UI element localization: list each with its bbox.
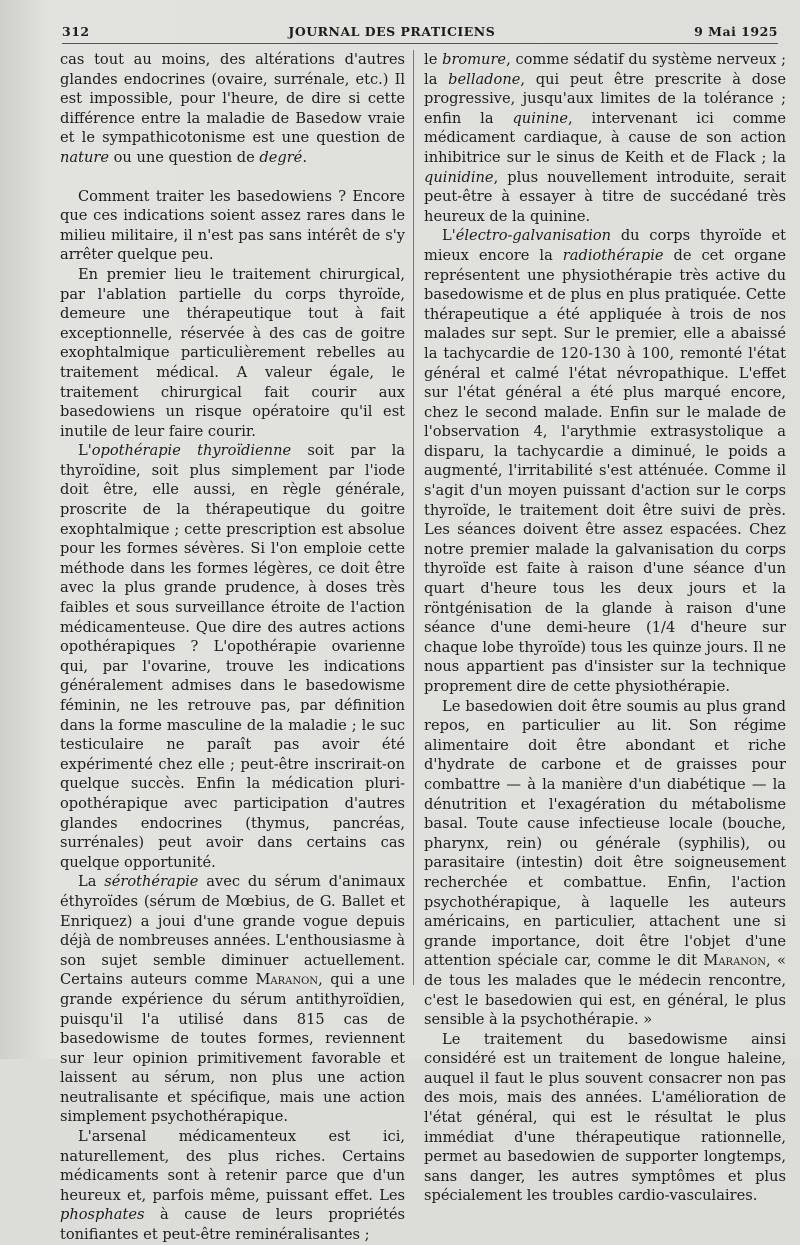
italic-term: opothérapie thyroïdienne — [91, 442, 292, 460]
text-run: La — [78, 873, 105, 891]
text-columns — [60, 50, 786, 1244]
issue-date: 9 Mai 1925 — [694, 24, 778, 39]
text-run: Le basedowien doit être soumis au plus grand repos, en particulier au lit. Son régime alimentaire doit être abondant et riche d'hydrate de carbone et de graisses pour combattre — à la manière d'un diabétique — la dénutrition et l'exagération du métabolisme basal. Toute cause infectieuse locale (bouche, pharynx, rein) ou générale (syphilis), ou parasitaire (intestin) doit être soigneusement recherchée et combattue. Enfin, l'action psychothérapique, à laquelle les auteurs américains, en particulier, attachent une si grande importance, doit être l'objet d'une attention spéciale car, comme le dit — [424, 697, 786, 970]
paragraph — [424, 226, 786, 696]
text-run: , intervenant ici comme médicament cardiaque, à cause de son action inhibitrice sur le sinus de Keith et de Flack ; la — [424, 109, 786, 166]
text-run: soit par la thyroïdine, soit plus simplement par l'iode doit être, elle aussi, en règle générale, proscrite de la thérapeutique du goitre exophtalmique ; cette prescription est absolue pour les formes sévères. Si l'on emploie cette méthode dans les formes légères, ce doit être avec la plus grande prudence, à doses très faibles et sous surveillance étroite de l'action médicamenteuse. Que dire des autres actions opothérapiques ? L'opothérapie ovarienne qui, par l'ovarine, trouve les indications généralement admises dans le basedowisme féminin, ne les retrouve pas, par définition dans la forme masculine de la maladie ; le suc testiculaire ne paraît pas avoir été expérimenté chez elle ; peut-être inscrirait-on quelque succès. Enfin la médication pluri-opothérapique avec participation d'autres glandes endocrines (thymus, pancréas, surrénales) peut avoir dans certains cas quelque opportunité. — [60, 442, 406, 871]
italic-term: bromure — [442, 51, 507, 68]
paragraph — [424, 1030, 786, 1206]
paragraph — [60, 50, 405, 168]
author-name: Maranon — [703, 952, 766, 970]
text-run: L'arsenal médicamenteux est ici, naturellement, des plus riches. Certains médicaments sont à retenir parce que d'un heureux et, parfois même, puissant effet. Les — [60, 1128, 406, 1204]
text-run: avec du sérum d'animaux éthyroïdes (sérum de Mœbius, de G. Ballet et Enriquez) a joui d'une grande vogue depuis déjà de nombreuses années. L'enthousiasme à son sujet semble diminuer actuellement. Certains auteurs comme — [60, 873, 406, 989]
italic-term: degré — [259, 148, 303, 166]
text-run: , comme sédatif du système nerveux ; la — [424, 51, 786, 88]
italic-term: radiothérapie — [562, 246, 664, 264]
text-run: , plus nouvellement introduite, serait peut-être à essayer à titre de succédané très heureux de la quinine. — [424, 168, 786, 225]
text-run: , « de tous les malades que le médecin rencontre, c'est le basedowien qui est, en général, le plus sensible à la psychothérapie. » — [424, 952, 786, 1029]
paragraph — [60, 872, 405, 1127]
italic-term: phosphates — [60, 1206, 145, 1224]
paragraph — [424, 697, 786, 1030]
author-name: Maranon — [255, 971, 319, 989]
paragraph — [60, 187, 405, 265]
text-run: ou une question de — [108, 148, 260, 166]
text-run: le — [424, 51, 443, 68]
italic-term: belladone — [448, 70, 521, 88]
italic-term: électro-galvanisation — [455, 227, 612, 245]
text-run: L' — [442, 227, 456, 245]
italic-term: quinidine — [424, 168, 494, 186]
running-header — [62, 24, 778, 44]
italic-term: nature — [60, 148, 109, 166]
left-column — [60, 50, 413, 1244]
journal-title: JOURNAL DES PRATICIENS — [288, 24, 496, 39]
text-run: L' — [78, 442, 92, 460]
text-run: . — [302, 148, 307, 166]
paragraph — [60, 441, 405, 872]
paragraph — [60, 1127, 405, 1245]
text-run: Le traitement du basedowisme ainsi considéré est un traitement de longue haleine, auquel il faut le plus souvent consacrer non pas des mois, mais des années. L'amélioration de l'état général, qui est le résultat le plus immédiat d'une thérapeutique rationnelle, permet au basedowien de supporter longtemps, sans danger, les autres symptômes et plus spécialement les troubles cardio-vasculaires. — [424, 1030, 786, 1205]
text-run: , qui a une grande expérience du sérum antithyroïdien, puisqu'il l'a utilisé dans 815 cas de basedowisme de toutes formes, reviennent sur leur opinion primitivement favorable et laissent au sérum, non plus une action neutralisante et spécifique, mais une action simplement psychothérapique. — [60, 971, 406, 1126]
paragraph — [424, 50, 786, 226]
right-column — [413, 50, 786, 1205]
italic-term: quinine — [512, 109, 568, 127]
text-run: de cet organe représentent une physiothérapie très active du basedowisme et de plus en plus pratiquée. Cette thérapeutique a été appliquée à trois de nos malades sur sept. Sur le premier, elle a abaissé la tachycardie de 120-130 à 100, remonté l'état général et calmé l'état névropathique. L'effet sur l'état général a été plus marqué encore, chez le second malade. Enfin sur le malade de l'observation 4, l'arythmie extrasystolique a disparu, la tachycardie a diminué, le poids a augmenté, l'irritabilité s'est atténuée. Comme il s'agit d'un moyen puissant d'action sur le corps thyroïde, le traitement doit être suivi de près. Les séances doivent être assez espacées. Chez notre premier malade la galvanisation du corps thyroïde est faite à raison d'une séance d'un quart d'heure tous les deux jours et la röntgénisation de la glande à raison d'une séance d'une demi-heure (1/4 d'heure sur chaque lobe thyroïde) tous les quinze jours. Il ne nous appartient pas d'insister sur la technique proprement dire de cette physiothérapie. — [424, 246, 786, 695]
text-run: du corps thyroïde et mieux encore la — [424, 227, 786, 264]
italic-term: sérothérapie — [104, 873, 199, 891]
text-run: cas tout au moins, des altérations d'autres glandes endocrines (ovaire, surrénale, etc.) Il est impossible, pour l'heure, de dire si cette différence entre la maladie de Basedow vraie et le sympathicotonisme est une question de — [60, 51, 406, 147]
paragraph — [60, 265, 405, 441]
text-run: En premier lieu le traitement chirurgical, par l'ablation partielle du corps thyroïde, demeure une thérapeutique tout à fait exceptionnelle, réservée à des cas de goitre exophtalmique particulièrement rebelles au traitement médical. A valeur égale, le traitement chirurgical fait courir aux basedowiens un risque opératoire qu'il est inutile de leur faire courir. — [60, 265, 406, 440]
text-run: Comment traiter les basedowiens ? Encore que ces indications soient assez rares dans le milieu militaire, il n'est pas sans intérêt de s'y arrêter quelque peu. — [60, 187, 406, 264]
text-run: à cause de leurs propriétés tonifiantes et peut-être reminéralisantes ; — [60, 1206, 406, 1244]
page-number: 312 — [62, 24, 90, 39]
text-run: , qui peut être prescrite à dose progressive, jusqu'aux limites de la tolérance ; enfin la — [424, 70, 786, 127]
